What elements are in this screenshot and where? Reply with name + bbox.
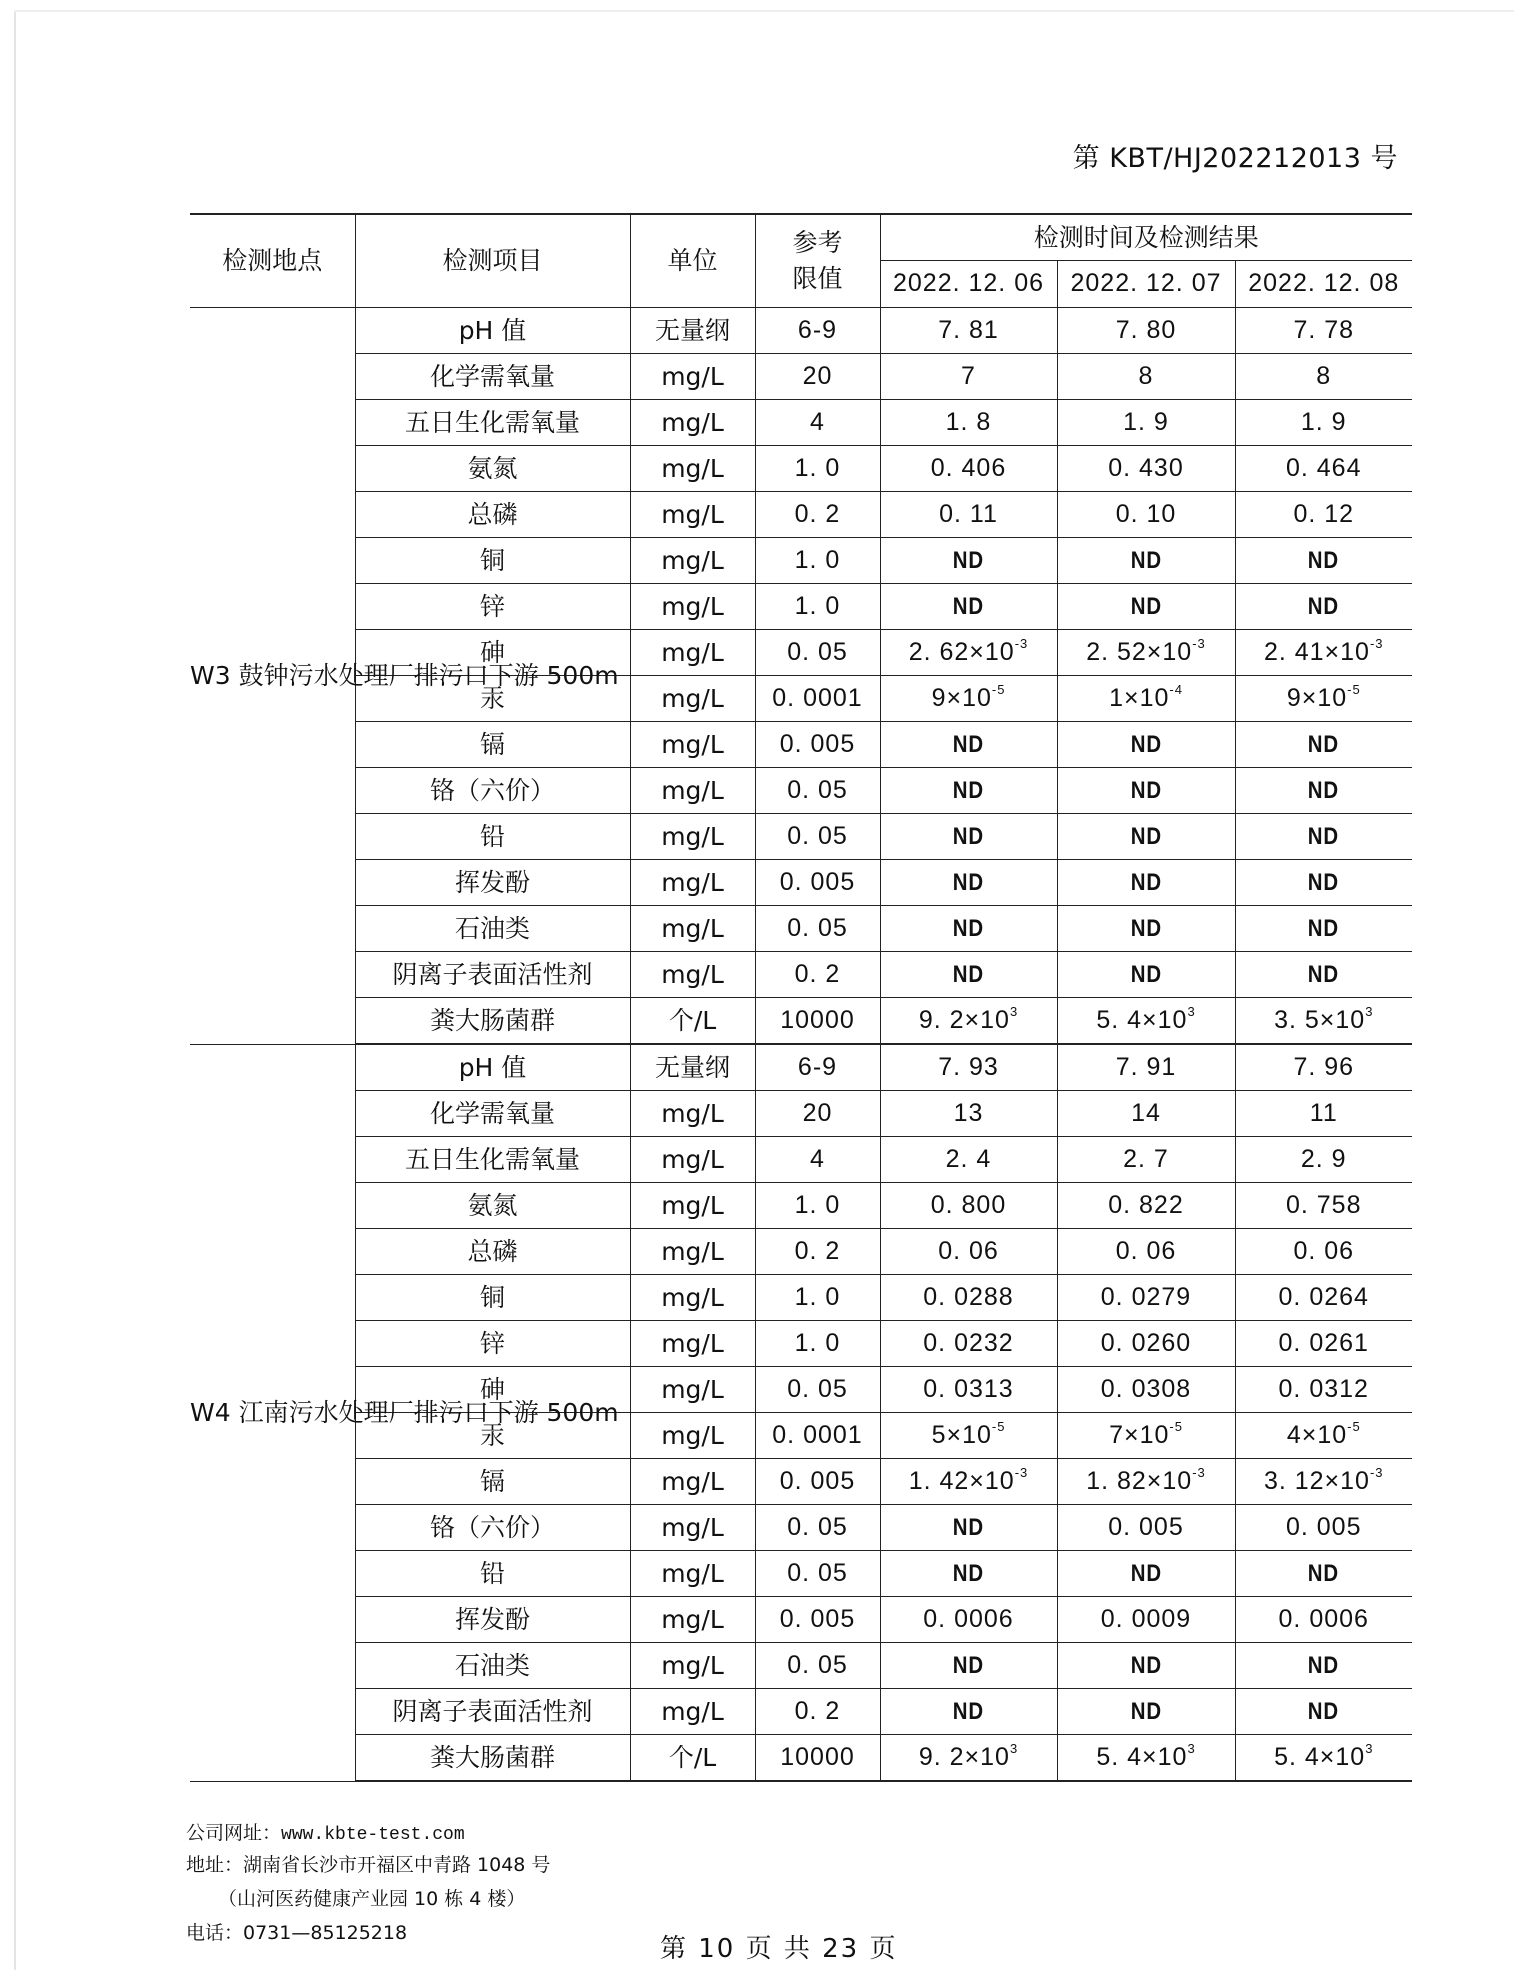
result-cell-day-3: 0. 005 [1235, 1505, 1412, 1551]
table-row [190, 1275, 1412, 1321]
result-cell-day-3: ND [1235, 1643, 1412, 1689]
limit-cell: 1. 0 [755, 446, 880, 492]
result-cell-day-2: 0. 0260 [1057, 1321, 1235, 1367]
table-row [190, 538, 1412, 584]
result-cell-day-3: 0. 0261 [1235, 1321, 1412, 1367]
result-cell-day-2: ND [1057, 860, 1235, 906]
item-cell: 粪大肠菌群 [355, 1735, 630, 1782]
table-row [190, 1091, 1412, 1137]
result-cell-day-3: 2. 9 [1235, 1137, 1412, 1183]
unit-cell: mg/L [630, 860, 755, 906]
header-reference-limit-text: 参考限值 [792, 227, 843, 293]
result-cell-day-1: ND [880, 814, 1057, 860]
report-number: 第 KBT/HJ202212013 号 [1072, 143, 1398, 174]
table-row [190, 768, 1412, 814]
item-cell: 铬（六价） [355, 1505, 630, 1551]
result-cell-day-1: ND [880, 1643, 1057, 1689]
table-row [190, 1689, 1412, 1735]
result-cell-day-1: $9\times 10^{-5}$ [880, 676, 1057, 722]
unit-cell: mg/L [630, 1459, 755, 1505]
result-cell-day-3: 0. 12 [1235, 492, 1412, 538]
limit-cell: 0. 005 [755, 722, 880, 768]
result-cell-day-1: 1. $42\times 10^{-3}$ [880, 1459, 1057, 1505]
result-cell-day-2: 1. 9 [1057, 400, 1235, 446]
result-cell-day-3: 8 [1235, 354, 1412, 400]
table-row [190, 814, 1412, 860]
unit-cell: mg/L [630, 1367, 755, 1413]
result-cell-day-1: ND [880, 860, 1057, 906]
unit-cell: mg/L [630, 1413, 755, 1459]
result-cell-day-3: 7. 78 [1235, 308, 1412, 354]
result-cell-day-3: 1. 9 [1235, 400, 1412, 446]
result-cell-day-2: 0. 0279 [1057, 1275, 1235, 1321]
result-cell-day-2: 8 [1057, 354, 1235, 400]
unit-cell: mg/L [630, 1091, 755, 1137]
result-cell-day-1: 7. 93 [880, 1044, 1057, 1091]
item-cell: 铅 [355, 814, 630, 860]
limit-cell: 1. 0 [755, 538, 880, 584]
result-cell-day-1: ND [880, 722, 1057, 768]
item-cell: 铬（六价） [355, 768, 630, 814]
limit-cell: 4 [755, 1137, 880, 1183]
result-cell-day-2: ND [1057, 722, 1235, 768]
result-cell-day-1: ND [880, 952, 1057, 998]
result-cell-day-1: 7. 81 [880, 308, 1057, 354]
result-cell-day-1: 9. $2\times 10^3$ [880, 998, 1057, 1045]
item-cell: 汞 [355, 676, 630, 722]
item-cell: 化学需氧量 [355, 1091, 630, 1137]
limit-cell: 20 [755, 1091, 880, 1137]
header-date-3: 2022. 12. 08 [1235, 261, 1412, 308]
location-cell: W4 江南污水处理厂排污口下游 500m [190, 1044, 355, 1781]
unit-cell: mg/L [630, 354, 755, 400]
result-cell-day-3: ND [1235, 538, 1412, 584]
unit-cell: mg/L [630, 814, 755, 860]
result-cell-day-2: ND [1057, 768, 1235, 814]
item-cell: 五日生化需氧量 [355, 400, 630, 446]
result-cell-day-2: 0. 10 [1057, 492, 1235, 538]
limit-cell: 0. 05 [755, 1505, 880, 1551]
result-cell-day-1: 2. 4 [880, 1137, 1057, 1183]
table-row [190, 400, 1412, 446]
unit-cell: 个/L [630, 998, 755, 1045]
unit-cell: mg/L [630, 492, 755, 538]
item-cell: 铅 [355, 1551, 630, 1597]
table-row [190, 492, 1412, 538]
table-row [190, 1643, 1412, 1689]
limit-cell: 1. 0 [755, 1183, 880, 1229]
limit-cell: 0. 2 [755, 952, 880, 998]
limit-cell: 6-9 [755, 1044, 880, 1091]
result-cell-day-1: ND [880, 906, 1057, 952]
unit-cell: mg/L [630, 1137, 755, 1183]
table-row [190, 1183, 1412, 1229]
result-cell-day-1: ND [880, 1505, 1057, 1551]
header-unit: 单位 [630, 214, 755, 308]
page-number: 第 10 页 共 23 页 [660, 1934, 898, 1964]
result-cell-day-3: 2. $41\times 10^{-3}$ [1235, 630, 1412, 676]
table-row [190, 1137, 1412, 1183]
result-cell-day-1: 0. 0232 [880, 1321, 1057, 1367]
result-cell-day-2: 0. 822 [1057, 1183, 1235, 1229]
footer-address-detail: （山河医药健康产业园 10 栋 4 楼） [218, 1888, 526, 1910]
unit-cell: 无量纲 [630, 1044, 755, 1091]
result-cell-day-2: ND [1057, 952, 1235, 998]
item-cell: 挥发酚 [355, 1597, 630, 1643]
result-cell-day-3: 3. $5\times 10^3$ [1235, 998, 1412, 1045]
unit-cell: mg/L [630, 952, 755, 998]
footer-address: 地址：湖南省长沙市开福区中青路 1048 号 [186, 1854, 551, 1876]
scan-edge-top [14, 10, 1514, 12]
item-cell: 砷 [355, 630, 630, 676]
item-cell: 汞 [355, 1413, 630, 1459]
limit-cell: 0. 05 [755, 630, 880, 676]
unit-cell: mg/L [630, 1689, 755, 1735]
result-cell-day-1: 0. 800 [880, 1183, 1057, 1229]
result-cell-day-2: 7. 91 [1057, 1044, 1235, 1091]
limit-cell: 10000 [755, 998, 880, 1045]
unit-cell: mg/L [630, 1505, 755, 1551]
unit-cell: mg/L [630, 1183, 755, 1229]
limit-cell: 0. 2 [755, 492, 880, 538]
result-cell-day-1: 9. $2\times 10^3$ [880, 1735, 1057, 1782]
item-cell: 镉 [355, 722, 630, 768]
limit-cell: 6-9 [755, 308, 880, 354]
unit-cell: 无量纲 [630, 308, 755, 354]
result-cell-day-2: ND [1057, 906, 1235, 952]
result-cell-day-3: ND [1235, 952, 1412, 998]
result-cell-day-2: 0. 06 [1057, 1229, 1235, 1275]
result-cell-day-3: $4\times 10^{-5}$ [1235, 1413, 1412, 1459]
result-cell-day-3: ND [1235, 860, 1412, 906]
unit-cell: mg/L [630, 538, 755, 584]
result-cell-day-1: ND [880, 1689, 1057, 1735]
unit-cell: mg/L [630, 1551, 755, 1597]
table-row [190, 1044, 1412, 1091]
unit-cell: mg/L [630, 630, 755, 676]
item-cell: 总磷 [355, 492, 630, 538]
result-cell-day-3: 5. $4\times 10^3$ [1235, 1735, 1412, 1782]
item-cell: 镉 [355, 1459, 630, 1505]
header-date-1: 2022. 12. 06 [880, 261, 1057, 308]
result-cell-day-2: $7\times 10^{-5}$ [1057, 1413, 1235, 1459]
result-cell-day-2: ND [1057, 538, 1235, 584]
result-cell-day-1: 13 [880, 1091, 1057, 1137]
table-row [190, 354, 1412, 400]
result-cell-day-3: ND [1235, 722, 1412, 768]
limit-cell: 0. 0001 [755, 676, 880, 722]
limit-cell: 4 [755, 400, 880, 446]
item-cell: 锌 [355, 1321, 630, 1367]
result-cell-day-3: 0. 06 [1235, 1229, 1412, 1275]
result-cell-day-1: ND [880, 1551, 1057, 1597]
result-cell-day-2: $1\times 10^{-4}$ [1057, 676, 1235, 722]
item-cell: 石油类 [355, 1643, 630, 1689]
result-cell-day-2: 0. 005 [1057, 1505, 1235, 1551]
item-cell: 总磷 [355, 1229, 630, 1275]
unit-cell: mg/L [630, 1643, 755, 1689]
limit-cell: 1. 0 [755, 1275, 880, 1321]
result-cell-day-3: ND [1235, 906, 1412, 952]
result-cell-day-1: 0. 0313 [880, 1367, 1057, 1413]
table-row [190, 722, 1412, 768]
limit-cell: 10000 [755, 1735, 880, 1782]
header-location: 检测地点 [190, 214, 355, 308]
result-cell-day-1: ND [880, 768, 1057, 814]
result-cell-day-3: 0. 0006 [1235, 1597, 1412, 1643]
table-row [190, 1597, 1412, 1643]
test-results-table [190, 213, 1412, 1782]
limit-cell: 0. 05 [755, 1643, 880, 1689]
result-cell-day-3: 7. 96 [1235, 1044, 1412, 1091]
unit-cell: mg/L [630, 768, 755, 814]
result-cell-day-3: 3. $12\times 10^{-3}$ [1235, 1459, 1412, 1505]
table-row [190, 308, 1412, 354]
result-cell-day-1: 1. 8 [880, 400, 1057, 446]
result-cell-day-3: 0. 464 [1235, 446, 1412, 492]
limit-cell: 1. 0 [755, 1321, 880, 1367]
limit-cell: 0. 0001 [755, 1413, 880, 1459]
result-cell-day-3: $9\times 10^{-5}$ [1235, 676, 1412, 722]
table-row [190, 446, 1412, 492]
table-row [190, 998, 1412, 1045]
unit-cell: mg/L [630, 1275, 755, 1321]
item-cell: pH 值 [355, 308, 630, 354]
result-cell-day-2: ND [1057, 1689, 1235, 1735]
result-cell-day-1: ND [880, 584, 1057, 630]
result-cell-day-3: ND [1235, 1551, 1412, 1597]
header-results-group: 检测时间及检测结果 [880, 214, 1412, 261]
limit-cell: 0. 005 [755, 1459, 880, 1505]
footer-website-label: 公司网址： [186, 1822, 282, 1844]
location-cell: W3 鼓钟污水处理厂排污口下游 500m [190, 308, 355, 1045]
result-cell-day-3: ND [1235, 768, 1412, 814]
limit-cell: 0. 05 [755, 1367, 880, 1413]
footer-website-link[interactable]: www.kbte-test.com [281, 1825, 465, 1845]
result-cell-day-1: ND [880, 538, 1057, 584]
result-cell-day-3: 0. 0264 [1235, 1275, 1412, 1321]
item-cell: 铜 [355, 1275, 630, 1321]
item-cell: 粪大肠菌群 [355, 998, 630, 1045]
item-cell: 石油类 [355, 906, 630, 952]
table-row [190, 584, 1412, 630]
result-cell-day-1: $5\times 10^{-5}$ [880, 1413, 1057, 1459]
limit-cell: 0. 05 [755, 906, 880, 952]
result-cell-day-1: 2. $62\times 10^{-3}$ [880, 630, 1057, 676]
footer-website [186, 1818, 465, 1845]
scan-edge-left [14, 10, 16, 1970]
limit-cell: 20 [755, 354, 880, 400]
header-date-2: 2022. 12. 07 [1057, 261, 1235, 308]
unit-cell: mg/L [630, 584, 755, 630]
result-cell-day-2: 2. 7 [1057, 1137, 1235, 1183]
limit-cell: 0. 05 [755, 768, 880, 814]
item-cell: 砷 [355, 1367, 630, 1413]
table-row [190, 1735, 1412, 1782]
result-cell-day-3: ND [1235, 814, 1412, 860]
result-cell-day-3: 0. 758 [1235, 1183, 1412, 1229]
item-cell: 阴离子表面活性剂 [355, 952, 630, 998]
result-cell-day-2: 7. 80 [1057, 308, 1235, 354]
footer-phone: 电话：0731—85125218 [186, 1922, 408, 1944]
table-row [190, 906, 1412, 952]
table-row [190, 952, 1412, 998]
result-cell-day-1: 7 [880, 354, 1057, 400]
table-row [190, 1551, 1412, 1597]
limit-cell: 0. 005 [755, 860, 880, 906]
header-reference-limit [755, 214, 880, 308]
result-cell-day-2: ND [1057, 814, 1235, 860]
unit-cell: mg/L [630, 1229, 755, 1275]
item-cell: 挥发酚 [355, 860, 630, 906]
result-cell-day-2: 5. $4\times 10^3$ [1057, 1735, 1235, 1782]
unit-cell: mg/L [630, 1597, 755, 1643]
result-cell-day-3: ND [1235, 1689, 1412, 1735]
unit-cell: mg/L [630, 906, 755, 952]
result-cell-day-1: 0. 0288 [880, 1275, 1057, 1321]
result-cell-day-1: 0. 11 [880, 492, 1057, 538]
result-cell-day-3: 11 [1235, 1091, 1412, 1137]
limit-cell: 1. 0 [755, 584, 880, 630]
result-cell-day-2: 0. 430 [1057, 446, 1235, 492]
result-cell-day-1: 0. 0006 [880, 1597, 1057, 1643]
result-cell-day-2: 5. $4\times 10^3$ [1057, 998, 1235, 1045]
table-row [190, 1321, 1412, 1367]
unit-cell: mg/L [630, 446, 755, 492]
result-cell-day-2: ND [1057, 1643, 1235, 1689]
unit-cell: mg/L [630, 1321, 755, 1367]
header-item: 检测项目 [355, 214, 630, 308]
limit-cell: 0. 005 [755, 1597, 880, 1643]
unit-cell: mg/L [630, 676, 755, 722]
result-cell-day-2: 0. 0009 [1057, 1597, 1235, 1643]
item-cell: 锌 [355, 584, 630, 630]
unit-cell: mg/L [630, 722, 755, 768]
item-cell: pH 值 [355, 1044, 630, 1091]
item-cell: 化学需氧量 [355, 354, 630, 400]
table-row [190, 1459, 1412, 1505]
limit-cell: 0. 05 [755, 1551, 880, 1597]
result-cell-day-3: 0. 0312 [1235, 1367, 1412, 1413]
table-row [190, 860, 1412, 906]
result-cell-day-2: 14 [1057, 1091, 1235, 1137]
item-cell: 氨氮 [355, 1183, 630, 1229]
table-row [190, 1505, 1412, 1551]
limit-cell: 0. 2 [755, 1229, 880, 1275]
item-cell: 阴离子表面活性剂 [355, 1689, 630, 1735]
result-cell-day-2: ND [1057, 584, 1235, 630]
result-cell-day-2: 2. $52\times 10^{-3}$ [1057, 630, 1235, 676]
item-cell: 五日生化需氧量 [355, 1137, 630, 1183]
result-cell-day-2: 1. $82\times 10^{-3}$ [1057, 1459, 1235, 1505]
table-body [190, 308, 1412, 1782]
unit-cell: mg/L [630, 400, 755, 446]
limit-cell: 0. 05 [755, 814, 880, 860]
result-cell-day-2: 0. 0308 [1057, 1367, 1235, 1413]
item-cell: 氨氮 [355, 446, 630, 492]
result-cell-day-1: 0. 06 [880, 1229, 1057, 1275]
result-cell-day-3: ND [1235, 584, 1412, 630]
result-cell-day-1: 0. 406 [880, 446, 1057, 492]
limit-cell: 0. 2 [755, 1689, 880, 1735]
unit-cell: 个/L [630, 1735, 755, 1782]
result-cell-day-2: ND [1057, 1551, 1235, 1597]
table-row [190, 1229, 1412, 1275]
item-cell: 铜 [355, 538, 630, 584]
